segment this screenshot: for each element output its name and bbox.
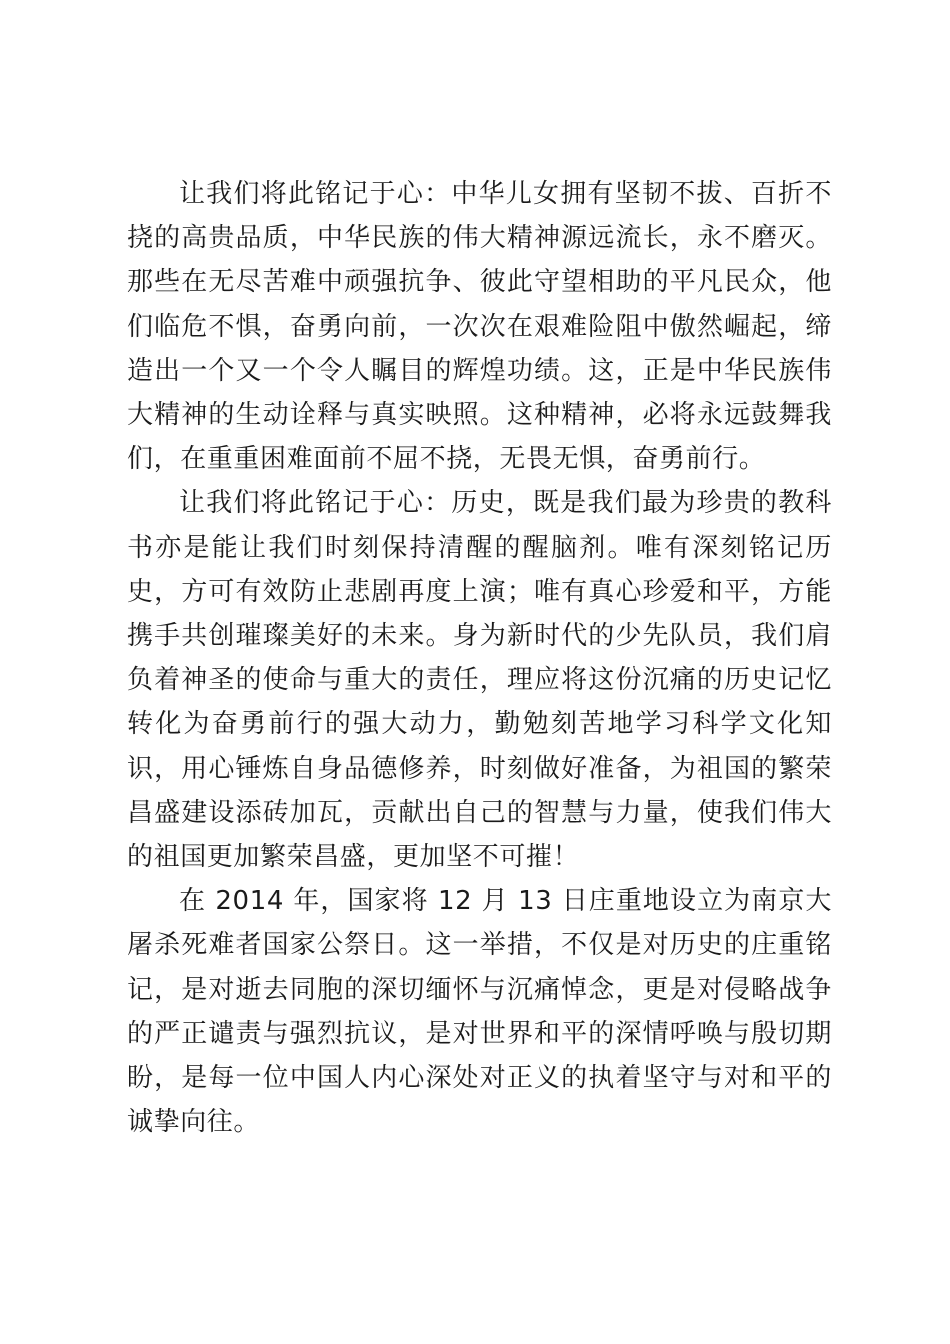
paragraph-3: 在 2014 年，国家将 12 月 13 日庄重地设立为南京大屠杀死难者国家公祭日。这一举措，不仅是对历史的庄重铭记，是对逝去同胞的深切缅怀与沉痛悼念，更是对侵略战争的严正谴责与强烈抗议，是对世界和平的深情呼唤与殷切期盼，是每一位中国人内心深处对正义的执着坚守与对和平的诚挚向往。 <box>127 886 832 1138</box>
paragraph-2: 让我们将此铭记于心：历史，既是我们最为珍贵的教科书亦是能让我们时刻保持清醒的醒脑剂。唯有深刻铭记历史，方可有效防止悲剧再度上演；唯有真心珍爱和平，方能携手共创璀璨美好的未来。身为新时代的少先队员，我们肩负着神圣的使命与重大的责任，理应将这份沉痛的历史记忆转化为奋勇前行的强大动力，勤勉刻苦地学习科学文化知识，用心锤炼自身品德修养，时刻做好准备，为祖国的繁荣昌盛建设添砖加瓦，贡献出自己的智慧与力量，使我们伟大的祖国更加繁荣昌盛，更加坚不可摧！ <box>127 488 832 873</box>
document-body <box>127 172 832 1144</box>
paragraph-1: 让我们将此铭记于心：中华儿女拥有坚韧不拔、百折不挠的高贵品质，中华民族的伟大精神源远流长，永不磨灭。那些在无尽苦难中顽强抗争、彼此守望相助的平凡民众，他们临危不惧，奋勇向前，一次次在艰难险阻中傲然崛起，缔造出一个又一个令人瞩目的辉煌功绩。这，正是中华民族伟大精神的生动诠释与真实映照。这种精神，必将永远鼓舞我们，在重重困难面前不屈不挠，无畏无惧，奋勇前行。 <box>127 179 832 475</box>
